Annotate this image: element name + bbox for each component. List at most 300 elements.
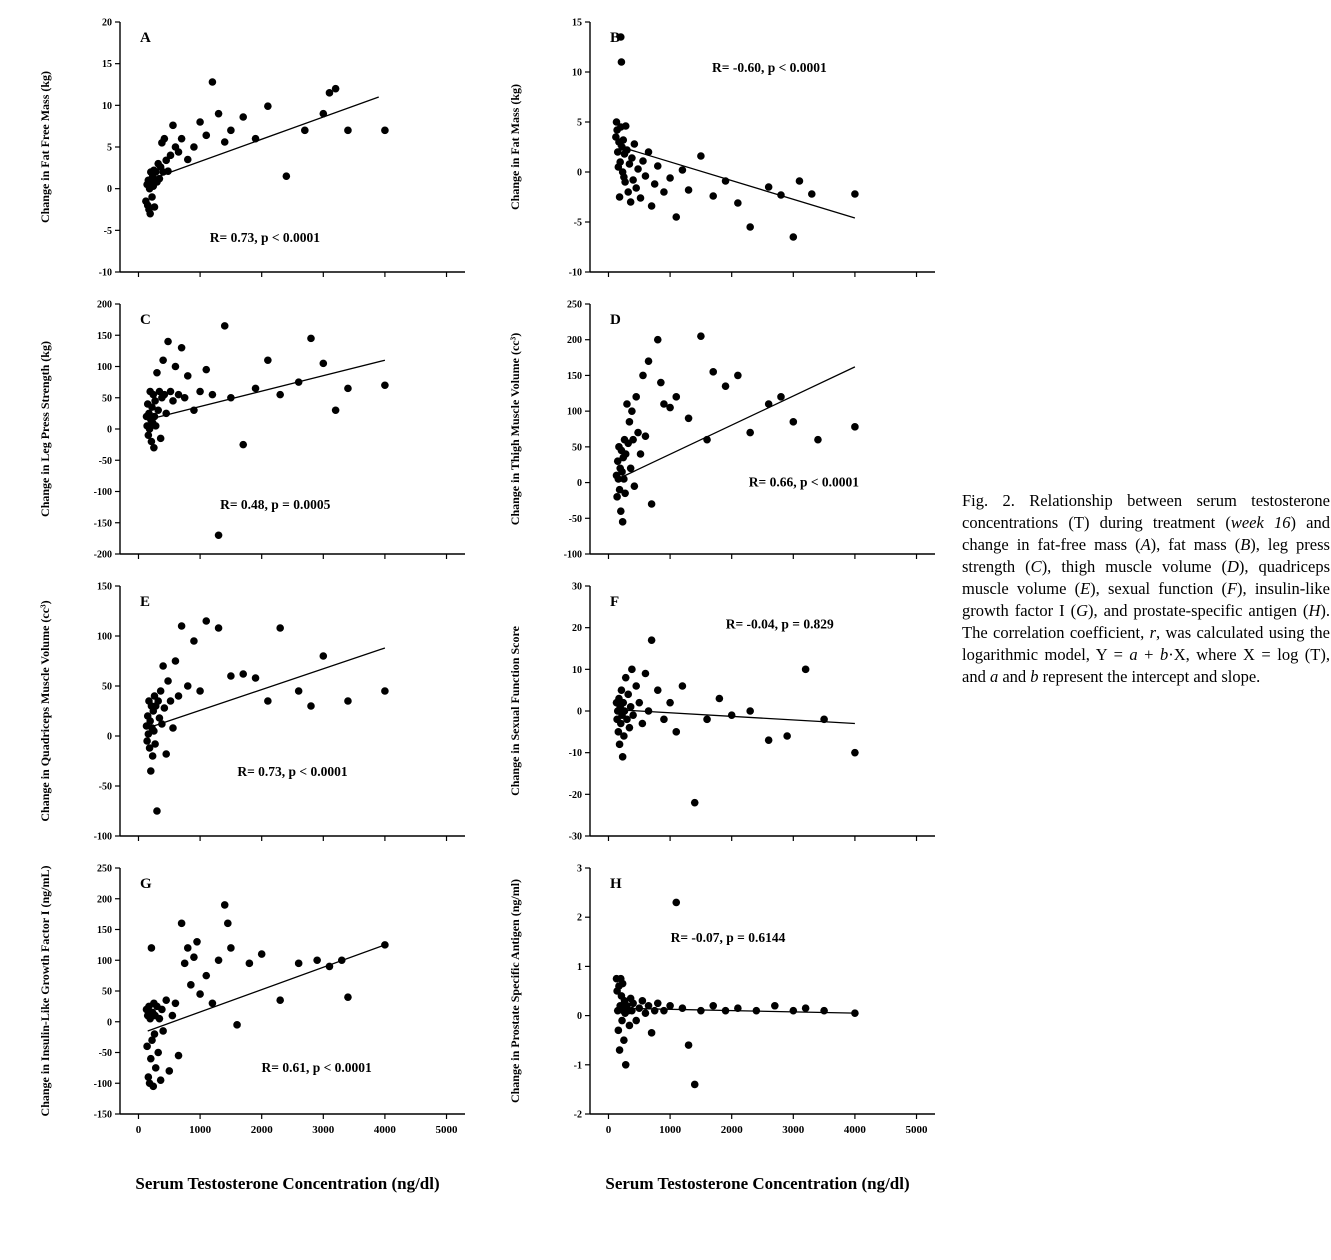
y-tick-label: 5 [577,117,582,129]
data-point [149,752,157,760]
data-point [162,996,170,1004]
data-point [697,1007,705,1015]
panel-letter: B [610,30,621,46]
data-point [697,152,705,160]
data-point [227,944,235,952]
data-point [146,717,154,725]
caption-segment: ) and change in fat-free mass ( [962,512,1330,554]
data-point [635,699,643,707]
y-tick-label: -5 [103,225,112,237]
data-point [679,682,687,690]
x-ticks [138,272,446,277]
axes [120,868,465,1114]
data-point [202,972,210,980]
data-point [159,662,167,670]
caption-segment: A [1140,534,1151,554]
data-point [645,707,653,715]
caption-segment: + [1137,644,1160,664]
data-point [164,167,172,175]
data-point [619,753,627,761]
data-point [616,741,624,749]
data-point [722,177,730,185]
data-point [709,192,717,200]
data-point [628,407,636,415]
data-point [814,436,822,444]
x-tick-label: 2000 [720,1124,743,1136]
data-point [202,617,210,625]
caption-segment: H [1308,600,1321,620]
data-point [623,400,631,408]
y-tick-label: 0 [107,424,112,436]
y-ticks [569,18,590,279]
data-point [616,193,624,201]
data-point [167,697,175,705]
data-point [307,335,315,343]
chart-panel-D [495,290,965,572]
y-ticks [574,864,590,1121]
y-ticks [94,300,120,561]
y-tick-label: -50 [568,513,582,525]
data-point [808,190,816,198]
data-point [344,385,352,393]
data-point [252,135,260,143]
data-point [679,166,687,174]
data-point [620,732,628,740]
caption-segment: F [1226,578,1238,598]
panel-letter: F [610,594,620,610]
y-tick-label: 200 [567,335,582,347]
data-point [209,1000,217,1008]
data-point [178,135,186,143]
data-point [190,406,198,414]
data-point [621,489,629,497]
caption-segment: E [1080,578,1091,598]
data-point [621,707,629,715]
data-point [301,127,309,135]
chart-column-left [25,8,495,1194]
x-tick-label: 4000 [373,1124,396,1136]
figure-caption [962,490,1330,687]
data-point [777,393,785,401]
data-point [716,695,724,703]
y-tick-label: 50 [102,393,112,405]
data-point [685,186,693,194]
data-point [734,1004,742,1012]
y-tick-label: -200 [93,549,112,561]
chart-panel-C [25,290,495,572]
data-point [196,388,204,396]
data-point [252,674,260,682]
x-tick-label: 4000 [843,1124,866,1136]
caption-segment: a [989,666,999,686]
data-point [190,953,198,961]
data-point [619,136,627,144]
data-point [178,344,186,352]
data-point [666,699,674,707]
data-point [629,711,637,719]
points-group [613,636,859,806]
data-point [264,102,272,110]
data-point [639,372,647,380]
data-point [276,391,284,399]
caption-segment: , was calculated using the logarithmic model, Y = [962,622,1330,664]
data-point [697,332,705,340]
data-point [642,172,650,180]
data-point [167,388,175,396]
data-point [626,418,634,426]
data-point [153,369,161,377]
y-tick-label: -10 [568,748,582,760]
x-tick-label: 1000 [659,1124,682,1136]
y-tick-label: 50 [102,986,112,998]
points-group [613,899,859,1089]
caption-segment: ), and prostate-specific antigen ( [1088,600,1309,620]
y-tick-label: 50 [572,442,582,454]
y-tick-label: -100 [93,487,112,498]
data-point [227,672,235,680]
data-point [159,1027,167,1035]
data-point [320,360,328,368]
data-point [215,624,223,632]
data-point [722,1007,730,1015]
data-point [648,636,656,644]
caption-segment: Fig. 2. Relationship between serum testosterone concentrations (T) during treatment ( [962,491,1330,532]
x-ticks [138,836,446,841]
y-tick-label: 250 [97,863,112,875]
data-point [153,807,161,815]
data-point [184,944,192,952]
y-tick-label: 150 [567,370,582,382]
correlation-annotation: R= -0.07, p = 0.6144 [670,929,786,945]
y-tick-label: -20 [568,789,582,801]
chart-column-right [495,8,965,1194]
data-point [172,363,180,371]
data-point [765,183,773,191]
data-point [639,157,647,165]
y-axis-label: Change in Leg Press Strength (kg) [38,341,52,517]
x-tick-label: 5000 [435,1124,458,1136]
data-point [221,138,229,146]
data-point [150,444,158,452]
data-point [381,381,389,389]
data-point [631,482,639,490]
y-tick-label: 10 [572,664,582,676]
y-tick-label: -1 [573,1060,582,1072]
y-tick-label: -150 [93,518,112,530]
y-tick-label: 0 [107,184,112,196]
y-tick-label: -100 [563,549,582,561]
data-point [175,1052,183,1060]
data-point [295,378,303,386]
data-point [149,1083,157,1091]
y-tick-label: 5 [107,142,112,154]
data-point [628,666,636,674]
data-point [626,1022,634,1030]
data-point [332,406,340,414]
data-point [307,702,315,710]
data-point [148,193,156,201]
y-tick-label: 0 [577,706,582,718]
x-tick-label: 2000 [250,1124,273,1136]
data-point [632,1017,640,1025]
caption-segment: ), sexual function ( [1090,578,1227,598]
data-point [181,394,189,402]
data-point [169,397,177,405]
data-point [820,716,828,724]
y-tick-label: 10 [102,100,112,112]
data-point [158,1006,166,1014]
y-tick-label: 3 [577,863,582,875]
caption-segment: represent the intercept and slope. [1038,666,1261,686]
data-point [202,366,210,374]
correlation-annotation: R= 0.73, p < 0.0001 [209,230,321,245]
data-point [629,176,637,184]
data-point [258,950,266,958]
data-point [143,1043,151,1051]
data-point [691,799,699,807]
y-ticks [94,864,120,1121]
data-point [227,394,235,402]
data-point [320,652,328,660]
x-ticks [606,1114,928,1136]
data-point [642,1009,650,1017]
caption-segment: b [1030,666,1039,686]
panel-letter: C [140,312,151,328]
data-point [634,429,642,437]
data-point [157,435,165,443]
data-point [685,1041,693,1049]
data-point [628,154,636,162]
caption-segment: D [1226,556,1239,576]
data-point [629,436,637,444]
data-point [215,110,223,118]
x-tick-label: 0 [135,1124,142,1136]
trend-line [618,367,855,479]
data-point [154,697,162,705]
data-point [196,990,204,998]
data-point [783,732,791,740]
data-point [620,475,628,483]
data-point [295,960,303,968]
data-point [666,1002,674,1010]
data-point [283,172,291,180]
data-point [154,406,162,414]
chart-panel-A [25,8,495,290]
data-point [639,720,647,728]
data-point [313,956,321,964]
data-point [239,670,247,678]
data-point [820,1007,828,1015]
data-point [616,1046,624,1054]
correlation-annotation: R= -0.60, p < 0.0001 [712,60,827,75]
data-point [164,677,172,685]
data-point [276,624,284,632]
data-point [295,687,303,695]
data-point [666,404,674,412]
data-point [215,956,223,964]
correlation-annotation: R= 0.73, p < 0.0001 [237,764,348,779]
data-point [618,686,626,694]
y-tick-label: 100 [97,631,112,643]
data-point [147,1055,155,1063]
y-tick-label: 100 [567,406,582,418]
data-point [615,1027,623,1035]
data-point [802,1004,810,1012]
x-tick-label: 3000 [312,1124,335,1136]
data-point [613,493,621,501]
data-point [196,118,204,126]
caption-segment: ), leg press strength ( [962,534,1330,576]
data-point [648,202,656,210]
caption-segment: B [1240,534,1251,554]
trend-line [148,945,385,1031]
y-tick-label: 100 [97,362,112,373]
points-group [613,332,859,525]
y-ticks [564,300,590,561]
data-point [851,423,859,431]
panel-letter: D [610,312,621,328]
data-point [851,190,859,198]
caption-segment: b [1159,644,1169,664]
y-tick-label: -50 [98,455,112,467]
data-point [619,699,627,707]
data-point [172,657,180,665]
data-point [626,724,634,732]
data-point [654,686,662,694]
points-group [142,78,389,217]
data-point [622,450,630,458]
y-tick-label: 15 [102,59,112,71]
data-point [161,704,169,712]
y-tick-label: 20 [102,17,112,29]
data-point [654,1000,662,1008]
data-point [623,716,631,724]
data-point [672,393,680,401]
data-point [765,400,773,408]
data-point [709,368,717,376]
data-point [169,1012,177,1020]
data-point [654,162,662,170]
data-point [660,1007,668,1015]
data-point [276,996,284,1004]
data-point [645,148,653,156]
data-point [631,140,639,148]
axes [590,868,935,1114]
x-ticks [608,272,916,277]
panel-letter: H [610,876,622,892]
caption-segment: ), thigh muscle volume ( [1041,556,1227,576]
caption-segment: r [1149,622,1156,642]
caption-segment: ·X, where X = log (T), and [962,644,1331,686]
y-axis-label: Change in Insulin-Like Growth Factor I (ng/mL) [38,865,52,1117]
caption-segment: ), fat mass ( [1150,534,1241,554]
data-point [851,1009,859,1017]
data-point [157,687,165,695]
data-point [666,174,674,182]
data-point [326,89,334,97]
x-tick-label: 3000 [782,1124,805,1136]
data-point [709,1002,717,1010]
data-point [685,414,693,422]
data-point [175,148,183,156]
data-point [190,143,198,151]
data-point [338,956,346,964]
trend-line [148,648,385,728]
data-point [184,156,192,164]
chart-panel-H [495,854,965,1166]
data-point [224,920,232,928]
data-point [178,622,186,630]
data-point [326,963,334,971]
y-tick-label: -150 [93,1109,112,1121]
data-point [381,941,389,949]
data-point [648,1029,656,1037]
correlation-annotation: R= 0.66, p < 0.0001 [748,474,860,490]
data-point [642,432,650,440]
y-tick-label: 50 [102,681,112,693]
x-ticks [138,554,446,559]
correlation-annotation: R= 0.48, p = 0.0005 [220,497,331,512]
data-point [627,464,635,472]
data-point [151,397,159,405]
axes [590,304,935,554]
data-point [165,1067,173,1075]
data-point [344,993,352,1001]
data-point [679,1004,687,1012]
data-point [703,716,711,724]
y-axis-label: Change in Fat Mass (kg) [508,83,522,211]
data-point [728,711,736,719]
y-tick-label: 150 [97,330,112,342]
data-point [648,500,656,508]
chart-panel-G [25,854,495,1166]
x-tick-label: 5000 [905,1124,928,1136]
data-point [616,158,624,166]
y-tick-label: -2 [573,1109,582,1121]
data-point [635,1004,643,1012]
data-point [645,1002,653,1010]
data-point [623,146,631,154]
caption-segment: ), quadriceps muscle volume ( [962,556,1331,598]
data-point [147,767,155,775]
axes [120,586,465,836]
y-tick-label: -100 [93,1078,112,1090]
y-axis-label: Change in Sexual Function Score [508,626,522,796]
data-point [152,1064,160,1072]
data-point [264,697,272,705]
y-tick-label: 0 [107,1017,112,1029]
data-point [151,740,159,748]
y-tick-label: 200 [97,299,112,311]
caption-segment: ). The correlation coefficient, [962,600,1330,642]
data-point [184,372,192,380]
data-point [159,356,167,364]
data-point [143,737,151,745]
data-point [796,177,804,185]
data-point [252,385,260,393]
y-ticks [99,18,120,279]
y-tick-label: -10 [98,267,112,279]
data-point [148,944,156,952]
data-point [753,1007,761,1015]
data-point [239,441,247,449]
data-point [654,336,662,344]
y-tick-label: -30 [568,831,582,843]
data-point [790,418,798,426]
data-point [660,716,668,724]
data-point [672,899,680,907]
data-point [196,687,204,695]
